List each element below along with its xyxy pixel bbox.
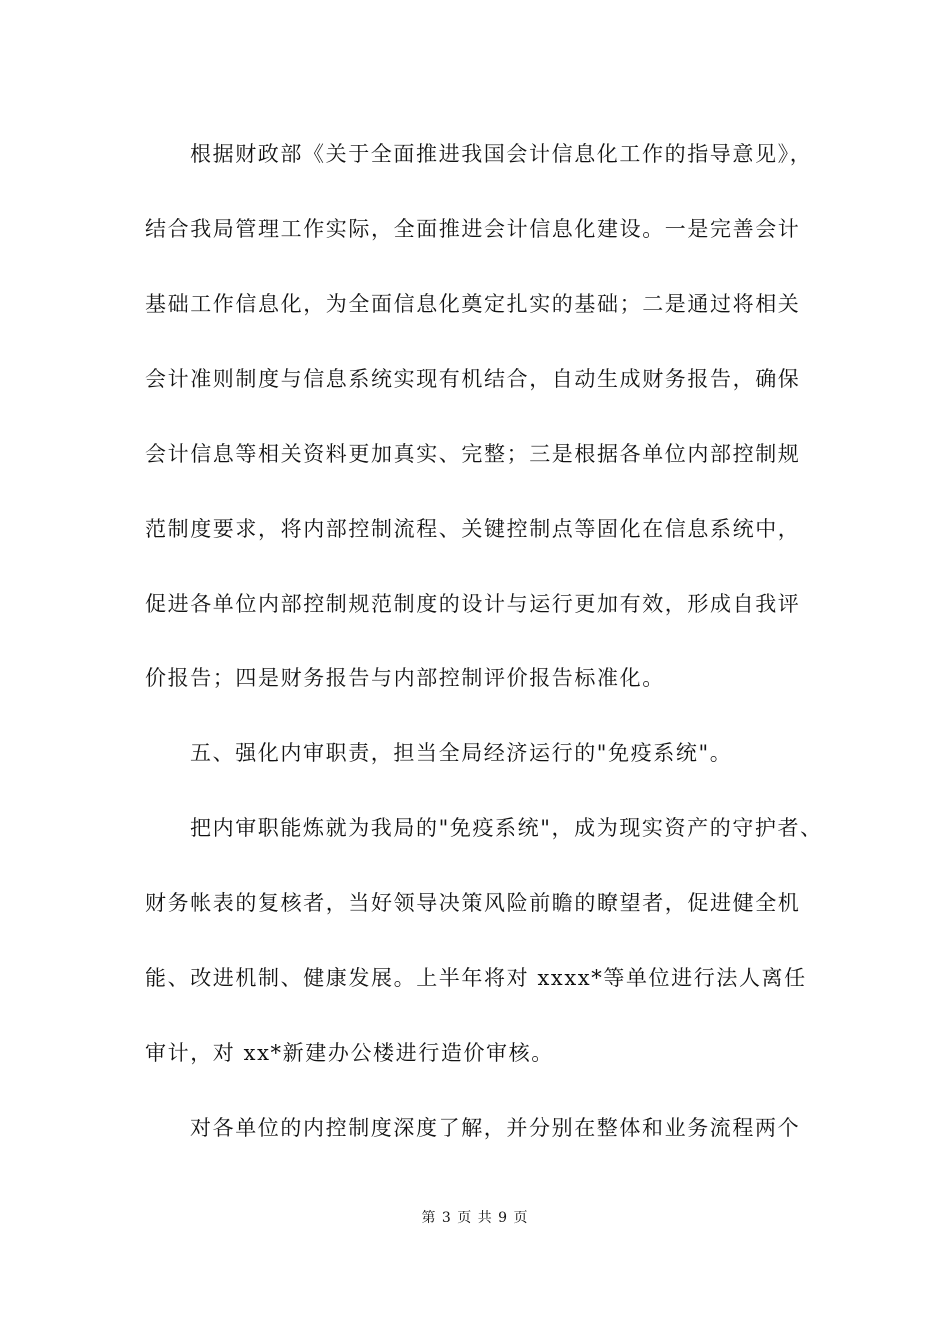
text-line-5: 会计信息等相关资料更加真实、完整；三是根据各单位内部控制规	[145, 442, 801, 466]
text-line-10: 把内审职能炼就为我局的"免疫系统"，成为现实资产的守护者、	[190, 816, 823, 840]
text-line-8: 价报告；四是财务报告与内部控制评价报告标准化。	[145, 666, 665, 690]
text-line-13: 审计，对 xx*新建办公楼进行造价审核。	[145, 1041, 554, 1065]
page-footer: 第 3 页 共 9 页	[421, 1210, 529, 1226]
text-line-1: 根据财政部《关于全面推进我国会计信息化工作的指导意见》，	[190, 142, 813, 166]
text-line-6: 范制度要求，将内部控制流程、关键控制点等固化在信息系统中，	[145, 517, 801, 541]
text-line-4: 会计准则制度与信息系统实现有机结合，自动生成财务报告，确保	[145, 367, 801, 391]
text-line-7: 促进各单位内部控制规范制度的设计与运行更加有效，形成自我评	[145, 592, 801, 616]
text-line-12: 能、改进机制、健康发展。上半年将对 xxxx*等单位进行法人离任	[145, 966, 807, 990]
text-line-3: 基础工作信息化，为全面信息化奠定扎实的基础；二是通过将相关	[145, 292, 801, 316]
text-line-2: 结合我局管理工作实际，全面推进会计信息化建设。一是完善会计	[145, 217, 801, 241]
section-heading: 五、强化内审职责，担当全局经济运行的"免疫系统"。	[190, 741, 733, 765]
text-line-14: 对各单位的内控制度深度了解，并分别在整体和业务流程两个	[190, 1116, 801, 1140]
text-line-11: 财务帐表的复核者，当好领导决策风险前瞻的瞭望者，促进健全机	[145, 891, 801, 915]
